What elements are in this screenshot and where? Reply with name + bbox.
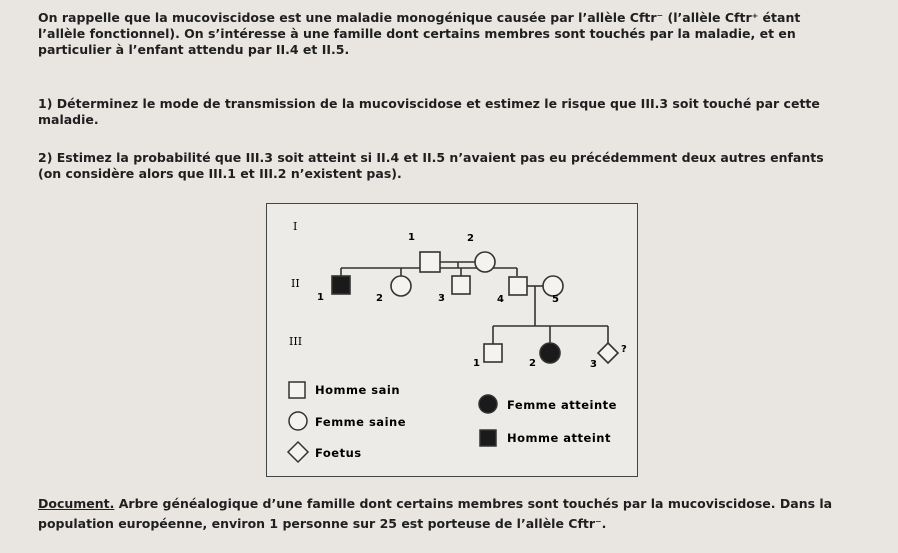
individual-III-1-healthy-man — [484, 344, 502, 362]
intro-paragraph: On rappelle que la mucoviscidose est une maladie monogénique causée par l’allèle Cftr⁻ (l’allèle Cftr⁺ étant l’allèle fonctionnel). On s’intéresse à une famille dont certains membres sont touchés par la maladie, et en particulier à l’enfant attendu par II.4 et II.5. — [38, 10, 801, 57]
individual-II-4-healthy-man — [509, 277, 527, 295]
legend-fetus-label: Foetus — [315, 446, 362, 460]
legend-healthy-man-icon — [289, 382, 305, 398]
pedigree-diagram — [266, 203, 638, 477]
individual-II-1-affected-man — [332, 276, 350, 294]
individual-II-3-healthy-man — [452, 276, 470, 294]
label-II-4: 4 — [497, 294, 504, 305]
legend-healthy-woman-label: Femme saine — [315, 415, 406, 429]
individual-II-5-healthy-woman — [543, 276, 563, 296]
legend-healthy-woman-icon — [289, 412, 307, 430]
legend-fetus-icon — [288, 442, 308, 462]
caption-text: Arbre généalogique d’une famille dont certains membres sont touchés par la mucoviscidose. Dans la population européenne, environ 1 personne sur 25 est porteuse de l’allèle Cftr⁻. — [38, 496, 833, 531]
individual-III-3-fetus — [598, 343, 618, 363]
individual-I-2-healthy-woman — [475, 252, 495, 272]
caption-title: Document. — [38, 496, 115, 511]
label-II-1: 1 — [317, 292, 324, 303]
label-III-3: 3 — [590, 359, 597, 370]
individual-III-2-affected-woman — [540, 343, 560, 363]
generation-label-I: I — [293, 220, 298, 233]
label-I-1: 1 — [408, 232, 415, 243]
label-I-2: 2 — [467, 233, 474, 244]
individual-II-2-healthy-woman — [391, 276, 411, 296]
legend-healthy-man-label: Homme sain — [315, 383, 401, 397]
label-II-2: 2 — [376, 293, 383, 304]
unknown-question-mark: ? — [621, 344, 627, 355]
legend-affected-woman-icon — [479, 395, 497, 413]
generation-label-III: III — [289, 335, 303, 348]
document-caption — [38, 494, 878, 534]
question-1: 1) Déterminez le mode de transmission de la mucoviscidose et estimez le risque que III.3 soit touché par cette maladie. — [38, 96, 820, 127]
label-II-3: 3 — [438, 293, 445, 304]
legend-affected-woman-label: Femme atteinte — [507, 398, 617, 412]
label-II-5: 5 — [552, 294, 559, 305]
legend-affected-man-icon — [480, 430, 496, 446]
generation-label-II: II — [291, 277, 300, 290]
legend-affected-man-label: Homme atteint — [507, 431, 611, 445]
question-2: 2) Estimez la probabilité que III.3 soit atteint si II.4 et II.5 n’avaient pas eu précédemment deux autres enfants (on considère alors que III.1 et III.2 n’existent pas). — [38, 150, 824, 181]
individual-I-1-healthy-man — [420, 252, 440, 272]
label-III-1: 1 — [473, 358, 480, 369]
label-III-2: 2 — [529, 358, 536, 369]
